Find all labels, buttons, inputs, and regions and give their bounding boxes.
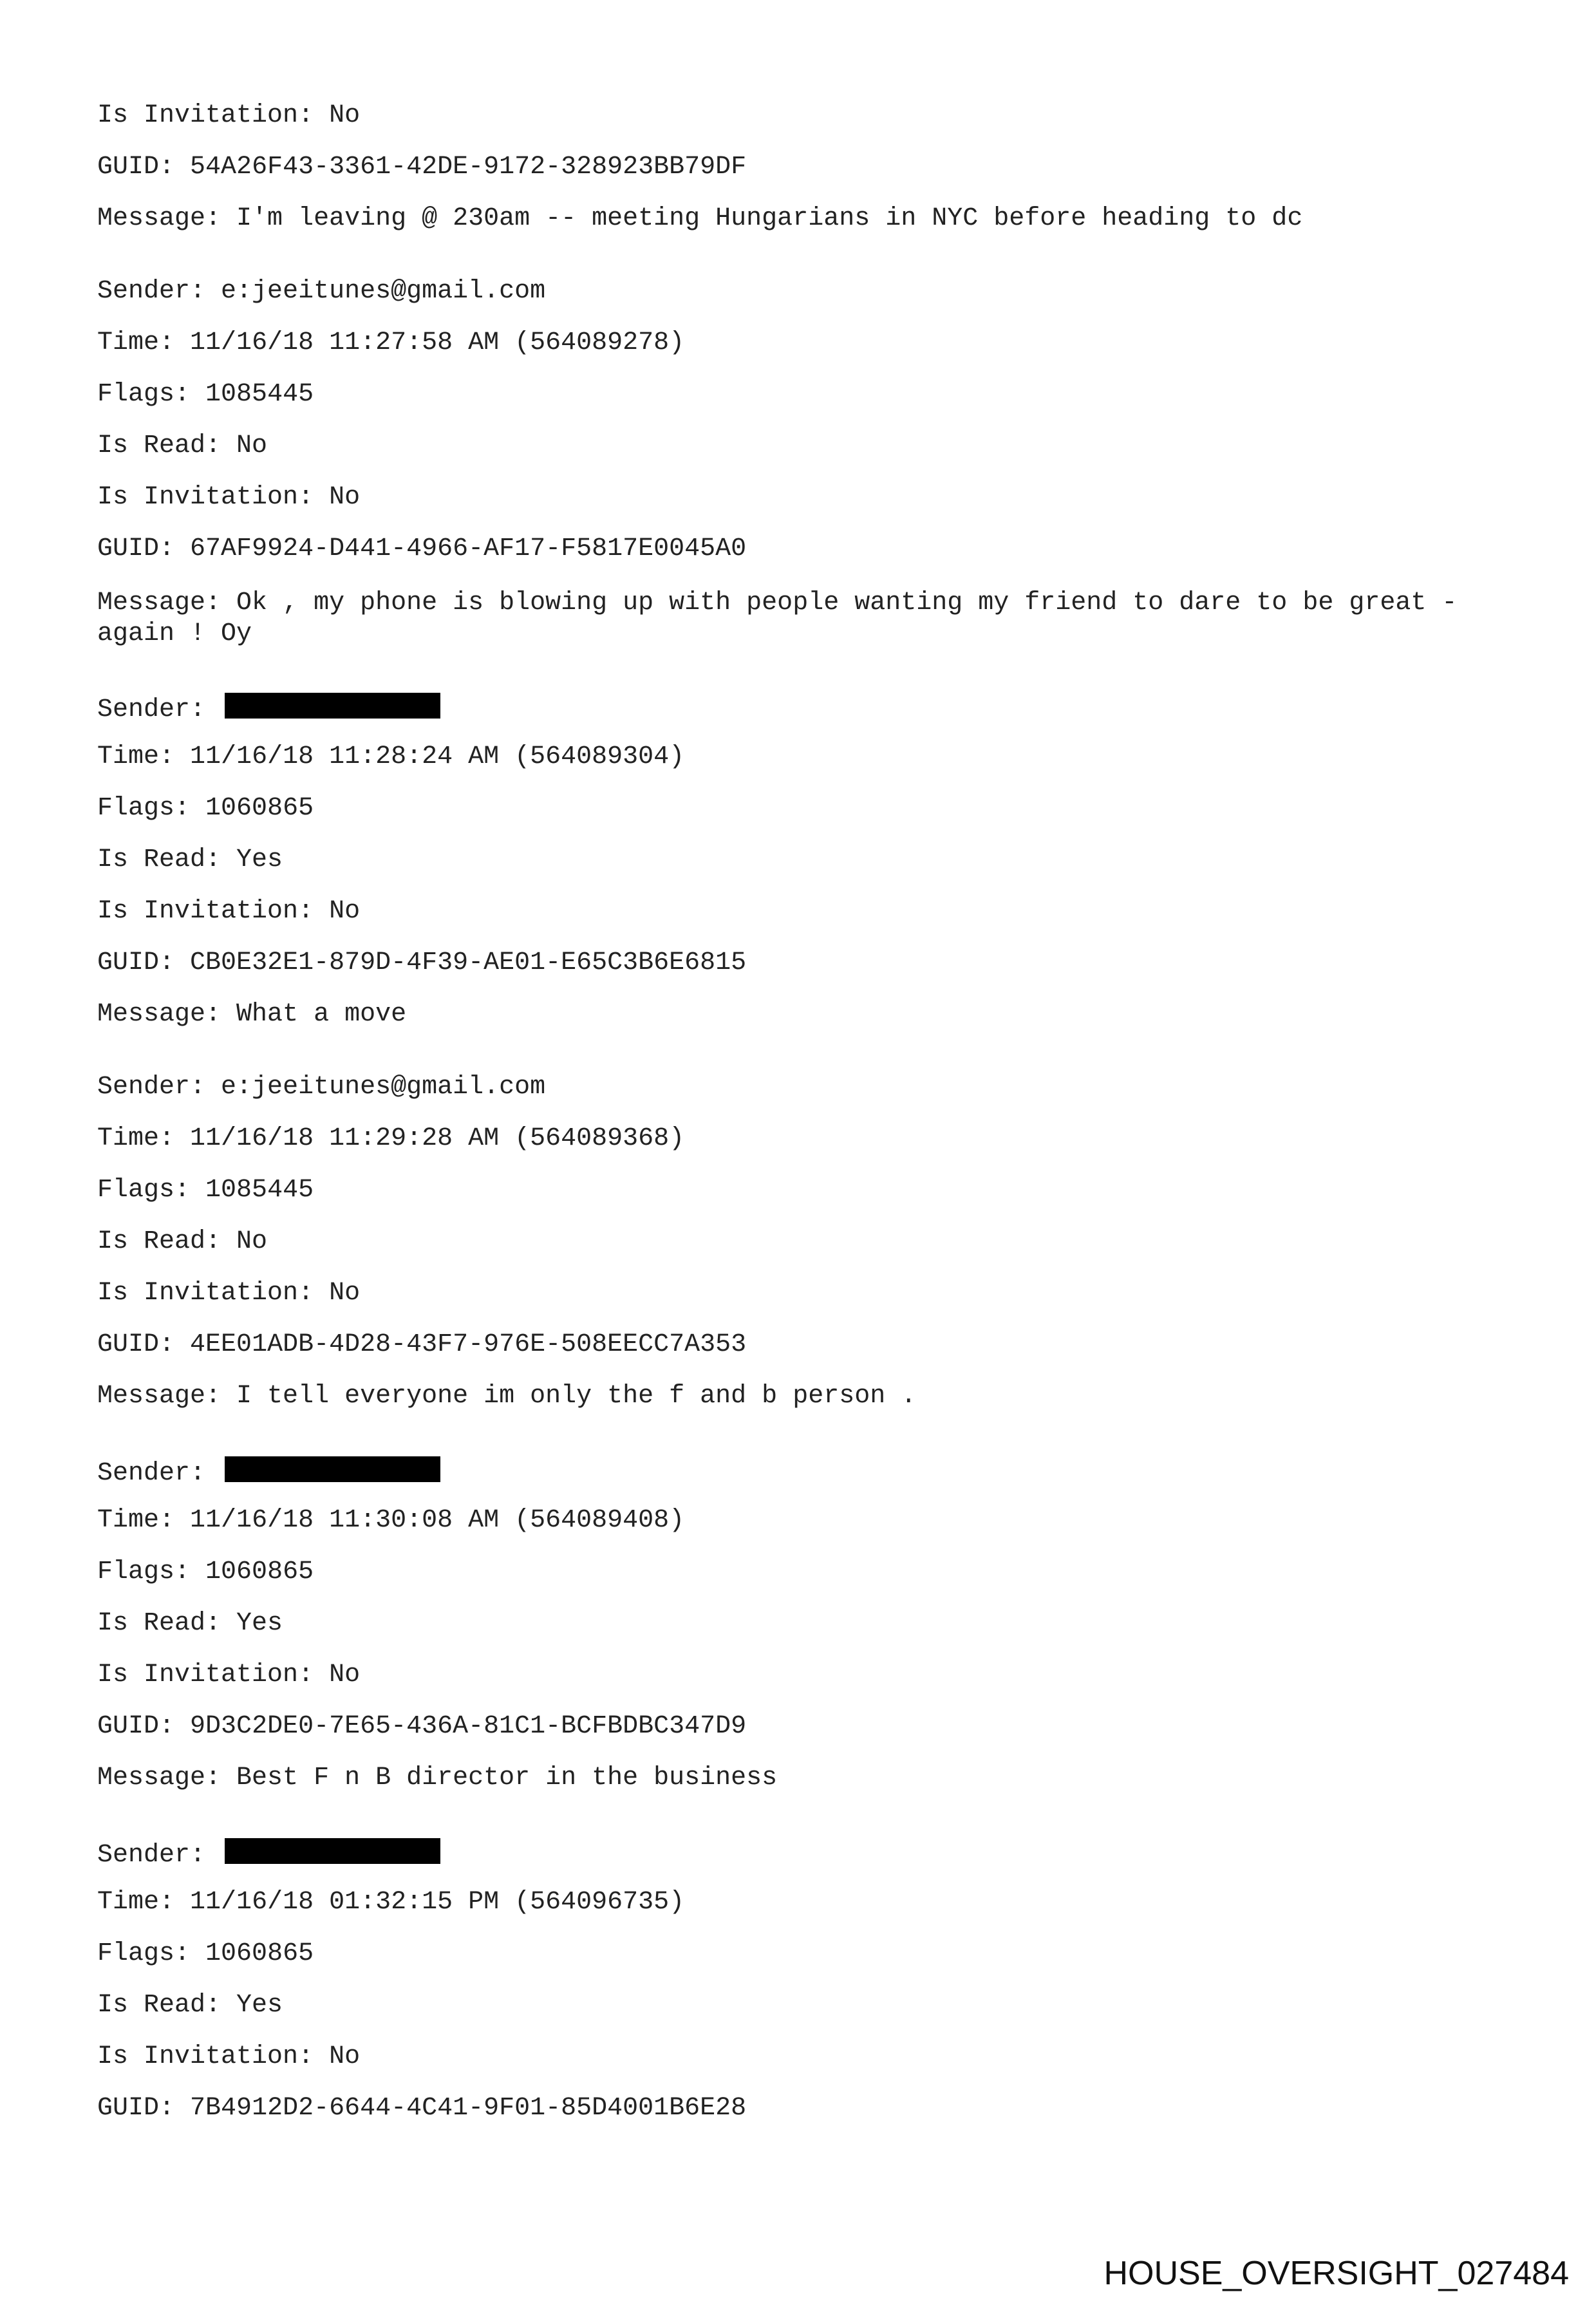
time-line bbox=[97, 1890, 1514, 1915]
message-label: Message: bbox=[97, 1763, 221, 1792]
message-value: Ok , my phone is blowing up with people wanting my friend to dare to be great - again ! Oy bbox=[97, 588, 1473, 648]
message-log bbox=[97, 103, 1514, 2147]
flags-value: 1060865 bbox=[205, 1939, 314, 1968]
time-value: 11/16/18 11:30:08 AM (564089408) bbox=[190, 1506, 685, 1535]
guid-line bbox=[97, 536, 1514, 562]
guid-label: GUID: bbox=[97, 1330, 175, 1359]
sender-label: Sender: bbox=[97, 1459, 206, 1488]
guid-line bbox=[97, 155, 1514, 180]
time-value: 11/16/18 01:32:15 PM (564096735) bbox=[190, 1888, 685, 1917]
time-label: Time: bbox=[97, 1124, 175, 1153]
sender-label: Sender: bbox=[97, 277, 206, 306]
guid-line bbox=[97, 1714, 1514, 1740]
is-read-label: Is Read: bbox=[97, 1609, 221, 1638]
is-invitation-value: No bbox=[329, 101, 361, 130]
time-value: 11/16/18 11:29:28 AM (564089368) bbox=[190, 1124, 685, 1153]
time-label: Time: bbox=[97, 328, 175, 357]
guid-value: 4EE01ADB-4D28-43F7-976E-508EECC7A353 bbox=[190, 1330, 747, 1359]
time-line bbox=[97, 330, 1514, 356]
is-read-line bbox=[97, 1229, 1514, 1255]
record-separator bbox=[97, 258, 1514, 279]
redaction-box bbox=[225, 693, 440, 719]
message-line bbox=[97, 588, 1514, 646]
message-value: I tell everyone im only the f and b person . bbox=[236, 1382, 917, 1411]
message-value: I'm leaving @ 230am -- meeting Hungarians in NYC before heading to dc bbox=[236, 204, 1303, 233]
message-line bbox=[97, 1384, 1514, 1409]
message-value: Best F n B director in the business bbox=[236, 1763, 778, 1792]
flags-label: Flags: bbox=[97, 1939, 191, 1968]
is-read-value: No bbox=[236, 431, 268, 460]
record-separator bbox=[97, 1053, 1514, 1075]
is-invitation-value: No bbox=[329, 483, 361, 512]
flags-label: Flags: bbox=[97, 1557, 191, 1586]
sender-value: e:jeeitunes@gmail.com bbox=[221, 277, 546, 306]
message-line bbox=[97, 1002, 1514, 1028]
sender-line bbox=[97, 279, 1514, 305]
flags-line bbox=[97, 796, 1514, 822]
flags-label: Flags: bbox=[97, 380, 191, 409]
guid-line bbox=[97, 1332, 1514, 1358]
is-invitation-label: Is Invitation: bbox=[97, 1279, 314, 1308]
is-read-line bbox=[97, 433, 1514, 459]
guid-value: 9D3C2DE0-7E65-436A-81C1-BCFBDBC347D9 bbox=[190, 1712, 747, 1741]
is-read-value: Yes bbox=[236, 1609, 283, 1638]
flags-line bbox=[97, 382, 1514, 408]
guid-label: GUID: bbox=[97, 2094, 175, 2123]
is-invitation-value: No bbox=[329, 1660, 361, 1689]
guid-label: GUID: bbox=[97, 153, 175, 182]
sender-line bbox=[97, 693, 1514, 724]
flags-line bbox=[97, 1178, 1514, 1203]
flags-label: Flags: bbox=[97, 1176, 191, 1205]
flags-line bbox=[97, 1941, 1514, 1967]
message-label: Message: bbox=[97, 588, 221, 617]
flags-value: 1085445 bbox=[205, 380, 314, 409]
is-read-value: No bbox=[236, 1227, 268, 1256]
time-label: Time: bbox=[97, 1888, 175, 1917]
sender-label: Sender: bbox=[97, 1073, 206, 1102]
time-line bbox=[97, 1126, 1514, 1152]
flags-value: 1060865 bbox=[205, 794, 314, 823]
record-separator bbox=[97, 1435, 1514, 1456]
is-read-label: Is Read: bbox=[97, 1991, 221, 2020]
is-invitation-line bbox=[97, 1662, 1514, 1688]
message-value: What a move bbox=[236, 1000, 407, 1029]
sender-line bbox=[97, 1075, 1514, 1100]
is-invitation-line bbox=[97, 485, 1514, 511]
guid-label: GUID: bbox=[97, 1712, 175, 1741]
is-invitation-line bbox=[97, 1281, 1514, 1306]
message-line bbox=[97, 1765, 1514, 1791]
is-invitation-value: No bbox=[329, 897, 361, 926]
is-read-value: Yes bbox=[236, 1991, 283, 2020]
redaction-box bbox=[225, 1456, 440, 1482]
sender-label: Sender: bbox=[97, 1841, 206, 1870]
guid-line bbox=[97, 950, 1514, 976]
is-read-label: Is Read: bbox=[97, 1227, 221, 1256]
guid-label: GUID: bbox=[97, 534, 175, 563]
message-label: Message: bbox=[97, 204, 221, 233]
is-invitation-line bbox=[97, 899, 1514, 925]
flags-value: 1060865 bbox=[205, 1557, 314, 1586]
is-invitation-label: Is Invitation: bbox=[97, 1660, 314, 1689]
flags-label: Flags: bbox=[97, 794, 191, 823]
redaction-box bbox=[225, 1838, 440, 1864]
time-value: 11/16/18 11:27:58 AM (564089278) bbox=[190, 328, 685, 357]
message-label: Message: bbox=[97, 1000, 221, 1029]
is-invitation-value: No bbox=[329, 1279, 361, 1308]
is-invitation-label: Is Invitation: bbox=[97, 101, 314, 130]
message-label: Message: bbox=[97, 1382, 221, 1411]
is-read-label: Is Read: bbox=[97, 431, 221, 460]
is-read-line bbox=[97, 1993, 1514, 2018]
is-invitation-line bbox=[97, 2044, 1514, 2070]
guid-value: 7B4912D2-6644-4C41-9F01-85D4001B6E28 bbox=[190, 2094, 747, 2123]
is-invitation-value: No bbox=[329, 2042, 361, 2071]
guid-label: GUID: bbox=[97, 948, 175, 977]
flags-value: 1085445 bbox=[205, 1176, 314, 1205]
record-separator bbox=[97, 1817, 1514, 1838]
is-invitation-label: Is Invitation: bbox=[97, 483, 314, 512]
guid-value: CB0E32E1-879D-4F39-AE01-E65C3B6E6815 bbox=[190, 948, 747, 977]
sender-line bbox=[97, 1456, 1514, 1488]
message-line bbox=[97, 206, 1514, 232]
flags-line bbox=[97, 1559, 1514, 1585]
guid-value: 54A26F43-3361-42DE-9172-328923BB79DF bbox=[190, 153, 747, 182]
sender-label: Sender: bbox=[97, 695, 206, 724]
guid-value: 67AF9924-D441-4966-AF17-F5817E0045A0 bbox=[190, 534, 747, 563]
sender-value: e:jeeitunes@gmail.com bbox=[221, 1073, 546, 1102]
is-read-line bbox=[97, 847, 1514, 873]
time-line bbox=[97, 1508, 1514, 1534]
record-separator bbox=[97, 672, 1514, 693]
guid-line bbox=[97, 2096, 1514, 2121]
is-invitation-label: Is Invitation: bbox=[97, 2042, 314, 2071]
is-invitation-line bbox=[97, 103, 1514, 129]
time-label: Time: bbox=[97, 742, 175, 771]
is-invitation-label: Is Invitation: bbox=[97, 897, 314, 926]
sender-line bbox=[97, 1838, 1514, 1870]
time-value: 11/16/18 11:28:24 AM (564089304) bbox=[190, 742, 685, 771]
time-line bbox=[97, 744, 1514, 770]
time-label: Time: bbox=[97, 1506, 175, 1535]
is-read-label: Is Read: bbox=[97, 845, 221, 874]
is-read-line bbox=[97, 1611, 1514, 1637]
bates-number: HOUSE_OVERSIGHT_027484 bbox=[1103, 2255, 1569, 2292]
is-read-value: Yes bbox=[236, 845, 283, 874]
